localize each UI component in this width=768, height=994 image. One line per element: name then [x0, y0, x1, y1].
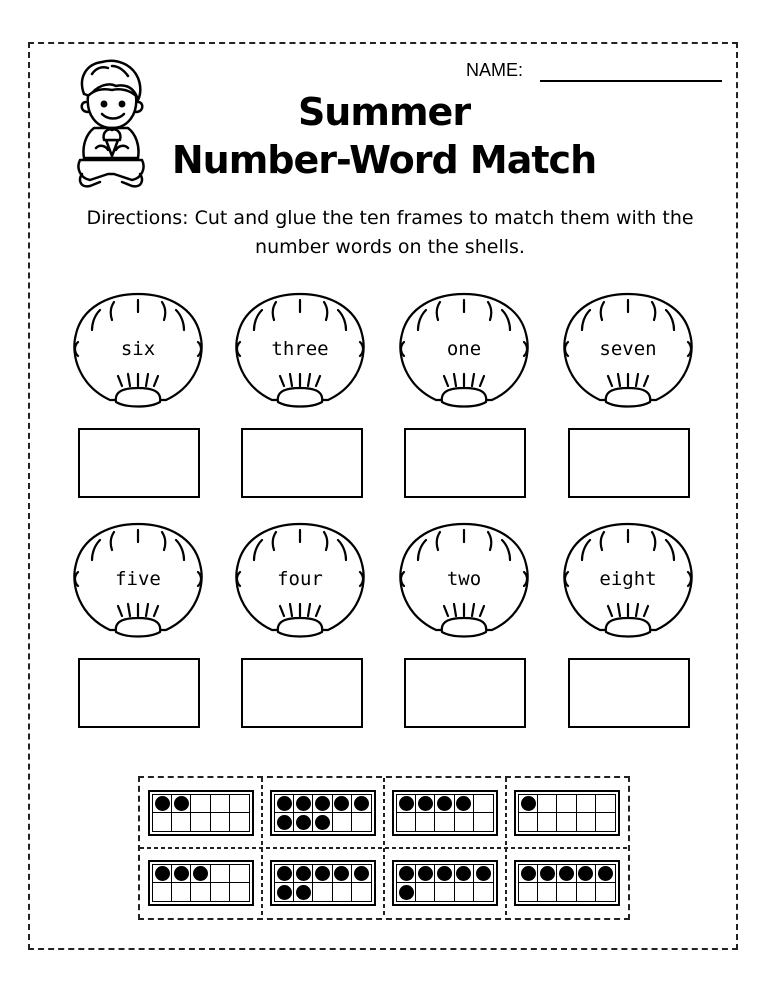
ten-frame-square — [519, 813, 538, 831]
ten-frame-square — [275, 865, 294, 883]
ten-frame-square — [557, 795, 576, 813]
ten-frame-square — [153, 813, 172, 831]
counter-dot — [399, 866, 414, 881]
ten-frame-square — [557, 883, 576, 901]
counter-dot — [456, 866, 471, 881]
counter-dot — [277, 796, 292, 811]
ten-frame-square — [333, 813, 352, 831]
ten-frame-square — [211, 865, 230, 883]
counter-dot — [296, 866, 311, 881]
counter-dot — [521, 866, 536, 881]
ten-frame-card[interactable] — [384, 778, 506, 848]
ten-frame-square — [538, 795, 557, 813]
ten-frame-square — [313, 813, 332, 831]
ten-frame-square — [230, 813, 249, 831]
ten-frame-square — [455, 865, 474, 883]
ten-frame-square — [397, 813, 416, 831]
ten-frame-square — [352, 813, 371, 831]
counter-dot — [437, 866, 452, 881]
shell-card — [396, 520, 532, 644]
glue-box[interactable] — [404, 428, 526, 498]
shell-card — [560, 520, 696, 644]
ten-frame-square — [191, 795, 210, 813]
counter-dot — [296, 815, 311, 830]
counter-dot — [578, 866, 593, 881]
ten-frame-square — [474, 813, 493, 831]
ten-frame-square — [397, 865, 416, 883]
ten-frame-card[interactable] — [262, 848, 384, 918]
ten-frame-square — [596, 883, 615, 901]
ten-frame-square — [596, 813, 615, 831]
ten-frame-square — [172, 883, 191, 901]
counter-dot — [277, 815, 292, 830]
shell-number-word: eight — [599, 568, 657, 590]
glue-box[interactable] — [568, 658, 690, 728]
ten-frame-square — [577, 813, 596, 831]
shell-card — [70, 290, 206, 414]
ten-frame-square — [455, 795, 474, 813]
ten-frame-square — [435, 813, 454, 831]
ten-frame-square — [397, 883, 416, 901]
glue-box[interactable] — [78, 428, 200, 498]
ten-frame-square — [294, 813, 313, 831]
counter-dot — [540, 866, 555, 881]
shell-card — [560, 290, 696, 414]
shell-number-word: two — [446, 568, 482, 590]
ten-frame-card[interactable] — [384, 848, 506, 918]
counter-dot — [334, 866, 349, 881]
ten-frame-square — [230, 865, 249, 883]
ten-frame-square — [455, 813, 474, 831]
counter-dot — [476, 866, 491, 881]
ten-frame-square — [557, 813, 576, 831]
ten-frame-square — [577, 795, 596, 813]
ten-frame-card[interactable] — [262, 778, 384, 848]
ten-frame-square — [153, 795, 172, 813]
ten-frame-square — [577, 883, 596, 901]
ten-frame — [270, 790, 376, 836]
glue-box[interactable] — [568, 428, 690, 498]
shell-number-word: three — [271, 338, 329, 360]
counter-dot — [296, 796, 311, 811]
ten-frame-square — [435, 883, 454, 901]
ten-frame-square — [474, 795, 493, 813]
cutout-section — [138, 776, 630, 920]
ten-frame-square — [294, 883, 313, 901]
ten-frame-square — [191, 883, 210, 901]
counter-dot — [354, 866, 369, 881]
ten-frame-square — [191, 813, 210, 831]
ten-frame — [392, 790, 498, 836]
shell-number-word: seven — [599, 338, 657, 360]
ten-frame-card[interactable] — [140, 778, 262, 848]
ten-frame-square — [333, 865, 352, 883]
shell-number-word: one — [446, 338, 482, 360]
counter-dot — [559, 866, 574, 881]
ten-frame-square — [416, 865, 435, 883]
ten-frame-square — [275, 883, 294, 901]
ten-frame-square — [275, 813, 294, 831]
ten-frame-square — [211, 795, 230, 813]
counter-dot — [315, 815, 330, 830]
ten-frame-square — [352, 883, 371, 901]
ten-frame — [392, 860, 498, 906]
ten-frame-square — [230, 883, 249, 901]
ten-frame — [148, 860, 254, 906]
counter-dot — [174, 796, 189, 811]
glue-box[interactable] — [241, 428, 363, 498]
ten-frame-square — [416, 883, 435, 901]
shell-card — [396, 290, 532, 414]
ten-frame-square — [153, 865, 172, 883]
counter-dot — [315, 796, 330, 811]
counter-dot — [399, 885, 414, 900]
shell-number-word: four — [277, 568, 323, 590]
ten-frame-square — [538, 883, 557, 901]
counter-dot — [315, 866, 330, 881]
ten-frame-square — [397, 795, 416, 813]
directions-text: Directions: Cut and glue the ten frames to match them with the number words on the shells. — [86, 207, 694, 258]
ten-frame-square — [211, 813, 230, 831]
shell-number-word: six — [120, 338, 156, 360]
counter-dot — [296, 885, 311, 900]
ten-frame-square — [313, 865, 332, 883]
ten-frame-square — [474, 865, 493, 883]
counter-dot — [193, 866, 208, 881]
ten-frame — [514, 860, 620, 906]
ten-frame-square — [538, 813, 557, 831]
ten-frame-square — [519, 795, 538, 813]
counter-dot — [277, 866, 292, 881]
counter-dot — [354, 796, 369, 811]
counter-dot — [399, 796, 414, 811]
ten-frame-square — [230, 795, 249, 813]
glue-box[interactable] — [241, 658, 363, 728]
counter-dot — [155, 866, 170, 881]
ten-frame-square — [333, 795, 352, 813]
ten-frame-square — [596, 795, 615, 813]
ten-frame-card[interactable] — [140, 848, 262, 918]
counter-dot — [521, 796, 536, 811]
counter-dot — [418, 796, 433, 811]
counter-dot — [598, 866, 613, 881]
ten-frame-square — [435, 795, 454, 813]
ten-frame-square — [352, 865, 371, 883]
ten-frame-square — [557, 865, 576, 883]
ten-frame-square — [577, 865, 596, 883]
counter-dot — [174, 866, 189, 881]
ten-frame-square — [211, 883, 230, 901]
ten-frame-square — [416, 813, 435, 831]
shell-card — [232, 290, 368, 414]
ten-frame-square — [519, 883, 538, 901]
counter-dot — [334, 796, 349, 811]
counter-dot — [456, 796, 471, 811]
ten-frame-square — [172, 795, 191, 813]
shell-card — [232, 520, 368, 644]
ten-frame-square — [538, 865, 557, 883]
ten-frame-card[interactable] — [506, 848, 628, 918]
ten-frame-square — [294, 795, 313, 813]
ten-frame-square — [435, 865, 454, 883]
ten-frame-square — [596, 865, 615, 883]
glue-box[interactable] — [78, 658, 200, 728]
ten-frame-card[interactable] — [506, 778, 628, 848]
ten-frame-square — [519, 865, 538, 883]
ten-frame-square — [172, 813, 191, 831]
ten-frame-square — [352, 795, 371, 813]
ten-frame-square — [153, 883, 172, 901]
shell-card — [70, 520, 206, 644]
ten-frame-square — [275, 795, 294, 813]
ten-frame — [270, 860, 376, 906]
counter-dot — [277, 885, 292, 900]
page-title-line1: Summer — [297, 90, 471, 134]
name-label: NAME: — [466, 60, 524, 80]
ten-frame-square — [294, 865, 313, 883]
ten-frame-square — [474, 883, 493, 901]
ten-frame-square — [313, 883, 332, 901]
ten-frame-square — [313, 795, 332, 813]
shell-number-word: five — [115, 568, 161, 590]
counter-dot — [437, 796, 452, 811]
page-title-line2: Number-Word Match — [171, 138, 597, 182]
ten-frame — [148, 790, 254, 836]
ten-frame-square — [455, 883, 474, 901]
ten-frame-square — [172, 865, 191, 883]
ten-frame — [514, 790, 620, 836]
ten-frame-square — [191, 865, 210, 883]
counter-dot — [418, 866, 433, 881]
ten-frame-square — [416, 795, 435, 813]
counter-dot — [155, 796, 170, 811]
ten-frame-square — [333, 883, 352, 901]
name-field[interactable] — [540, 80, 722, 82]
glue-box[interactable] — [404, 658, 526, 728]
